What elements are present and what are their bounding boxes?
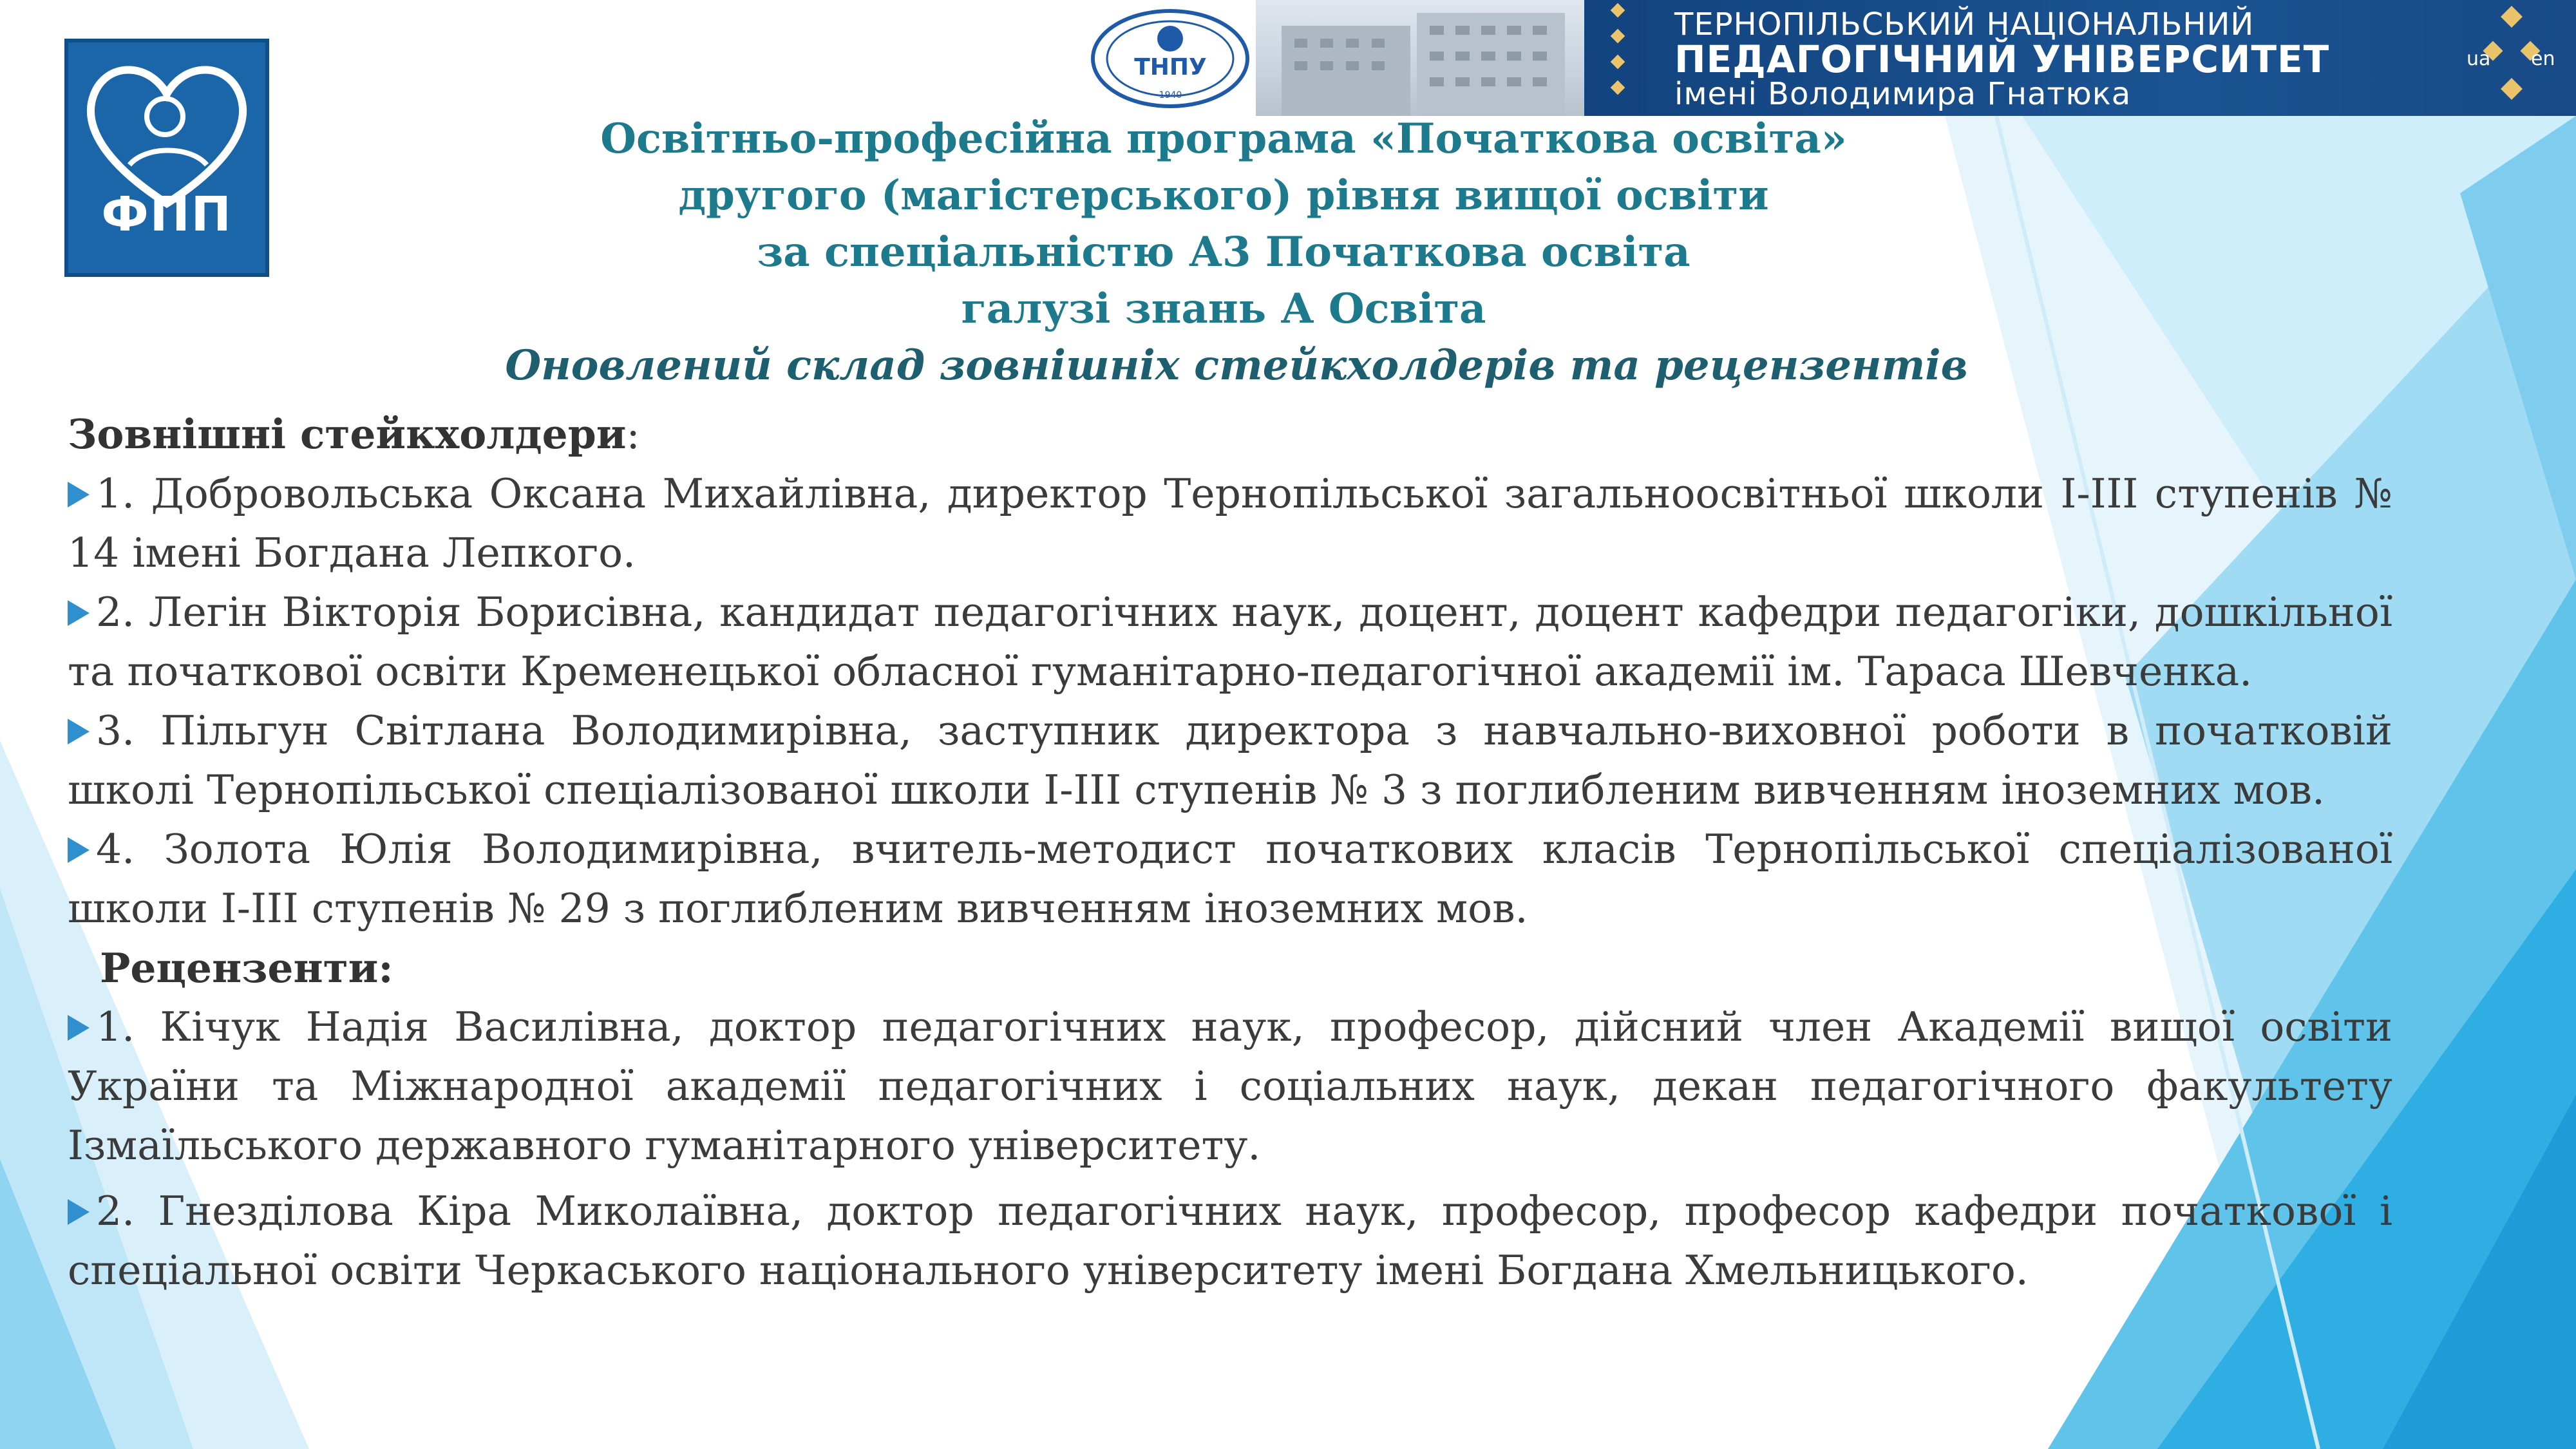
bullet-arrow-icon: [68, 1199, 90, 1225]
university-seal: [1088, 8, 1253, 109]
reviewer-item-2: [68, 1182, 2392, 1300]
university-name-line2: ПЕДАГОГІЧНИЙ УНІВЕРСИТЕТ: [1674, 37, 2330, 81]
bullet-arrow-icon: [68, 1015, 90, 1041]
building-image: [1256, 0, 1591, 116]
program-subtitle: Оновлений склад зовнішніх стейкхолдерів та рецензентів: [505, 341, 1968, 390]
reviewer-item-1: [68, 998, 2392, 1175]
program-title-line1: Освітньо-професійна програма «Початкова освіта»: [600, 115, 1847, 163]
university-banner: [1584, 0, 2576, 116]
faculty-logo-text: ФПП: [101, 187, 232, 242]
seal-year: 1940: [1159, 90, 1182, 100]
bullet-arrow-icon: [68, 482, 90, 507]
lang-en-link[interactable]: en: [2531, 48, 2555, 70]
spacer: [68, 1175, 2392, 1182]
stakeholders-heading: Зовнішні стейкхолдери: [68, 410, 627, 458]
stakeholder-item-1: [68, 464, 2392, 583]
stakeholder-item-text: 4. Золота Юлія Володимирівна, вчитель-методист початкових класів Тернопільської спеціалізованої школи І-ІІІ ступенів № 29 з поглибленим вивченням іноземних мов.: [68, 826, 2392, 932]
stakeholder-item-text: 2. Легін Вікторія Борисівна, кандидат педагогічних наук, доцент, доцент кафедри педагогіки, дошкільної та початкової освіти Кременецької обласної гуманітарно-педагогічної академії ім. Тараса Шевченка.: [68, 589, 2392, 695]
lang-ua-link[interactable]: ua: [2467, 48, 2491, 70]
campus-photo: [1256, 0, 1591, 116]
university-name-line3: імені Володимира Гнатюка: [1674, 76, 2132, 112]
stakeholders-heading-colon: :: [626, 411, 640, 458]
stakeholder-item-3: [68, 701, 2392, 820]
bullet-arrow-icon: [68, 719, 90, 744]
stakeholder-item-4: [68, 820, 2392, 938]
program-title-line4: галузі знань А Освіта: [961, 285, 1486, 333]
main-content: [68, 404, 2392, 1300]
program-title-line3: за спеціальністю А3 Початкова освіта: [757, 228, 1690, 276]
university-name-line1: ТЕРНОПІЛЬСЬКИЙ НАЦІОНАЛЬНИЙ: [1674, 6, 2255, 43]
stakeholder-item-text: 1. Добровольська Оксана Михайлівна, директор Тернопільської загальноосвітньої школи І-ІІІ ступенів № 14 імені Богдана Лепкого.: [68, 470, 2392, 576]
reviewer-item-text: 1. Кічук Надія Василівна, доктор педагогічних наук, професор, дійсний член Академії вищої освіти України та Міжнародної академії педагогічних і соціальних наук, декан педагогічного факультету Ізмаїльського державного гуманітарного університету.: [68, 1003, 2392, 1169]
reviewers-heading: Рецензенти:: [100, 944, 393, 992]
program-title-line2: другого (магістерського) рівня вищої освіти: [678, 171, 1769, 220]
stakeholders-heading-row: [68, 404, 2392, 464]
bullet-arrow-icon: [68, 600, 90, 626]
reviewer-item-text: 2. Гнезділова Кіра Миколаївна, доктор педагогічних наук, професор, професор кафедри початкової і спеціальної освіти Черкаського національного університету імені Богдана Хмельницького.: [68, 1188, 2392, 1294]
stakeholder-item-text: 3. Пільгун Світлана Володимирівна, заступник директора з навчально-виховної роботи в початковій школі Тернопільської спеціалізованої школи І-ІІІ ступенів № 3 з поглибленим вивченням іноземних мов.: [68, 707, 2392, 813]
ornament-left-icon: [1598, 0, 1637, 116]
bullet-arrow-icon: [68, 837, 90, 863]
stakeholder-item-2: [68, 583, 2392, 701]
seal-text: ТНПУ: [1134, 54, 1207, 80]
